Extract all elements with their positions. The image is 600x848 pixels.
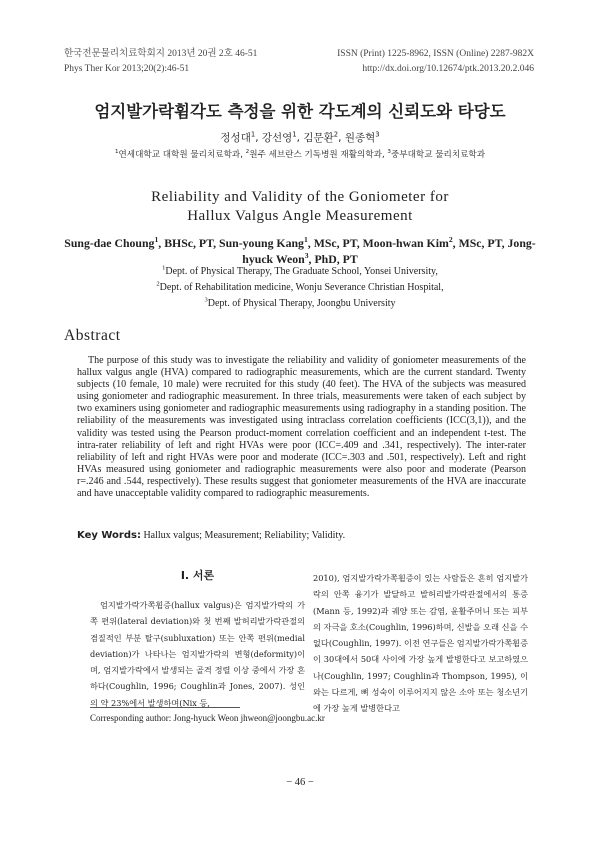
author-affiliation-mark: 1: [250, 130, 256, 139]
author-affiliation-mark: 1: [303, 235, 308, 245]
korean-author: 강선영: [261, 132, 293, 144]
corresponding-author-footnote: Corresponding author: Jong-hyuck Weon jhweon@joongbu.ac.kr: [90, 713, 325, 723]
korean-author: 원종혁: [344, 132, 376, 144]
journal-citation: Phys Ther Kor 2013;20(2):46-51: [64, 64, 190, 74]
author-affiliation-mark: 2: [448, 235, 453, 245]
affiliation-mark: 1: [162, 264, 166, 272]
korean-affiliation: 중부대학교 물리치료학과: [390, 150, 486, 160]
english-affiliation: Dept. of Rehabilitation medicine, Wonju Severance Christian Hospital,: [159, 282, 444, 293]
english-title-line: Reliability and Validity of the Goniometer for: [151, 189, 449, 205]
english-affiliation: Dept. of Physical Therapy, The Graduate School, Yonsei University,: [165, 266, 438, 277]
english-affiliation-1: [0, 266, 600, 277]
abstract-body: The purpose of this study was to investigate the reliability and validity of goniometer measurements of the hallux valgus angle (HVA) compared to radiographic measurements, which are the current standard. Twenty subjects (10 female, 10 male) were recruited for this study (40 feet). The HVA of the subjects was measured using goniometer and radiographic measurement. In three trials, measurements were taken of each subject by two examiners using goniometer and radiographic measurements using radiography in a standing position. The reliability of the measurements was investigated using intraclass correlation coefficients (ICC(3,1)), and the validity was tested using the Pearson product-moment correlation coefficient and an independent t-test. The intra-rater reliability of left and right HVAs were poor (ICC=.409 and .341, respectively). The inter-rater reliability of left and right HVAs were poor and moderate (ICC=.303 and .501, respectively). Left and right HVAs measured using goniometer and radiographic measurements were also poor and moderate (Pearson r=.246 and .544, respectively). These results suggest that goniometer measurements of the HVA are inaccurate and have unacceptable validity compared to radiographic measurements.: [77, 355, 526, 500]
author-degrees: MSc, PT: [313, 236, 357, 250]
english-title: [0, 188, 600, 226]
abstract-heading: Abstract: [64, 327, 121, 344]
korean-affiliation: 원주 세브란스 기독병원 재활의학과: [249, 150, 382, 160]
journal-name-korean: 한국전문물리치료학회지 2013년 20권 2호 46-51: [64, 49, 258, 59]
english-author: Sun-young Kang: [219, 236, 304, 250]
author-degrees: PhD, PT: [314, 252, 358, 266]
intro-left-column: 엄지발가락가쪽휨증(hallux valgus)은 엄지발가락의 가쪽 편위(lateral deviation)와 첫 번째 발허리발가락관절의 겸질적인 부분 탈구(subluxation) 또는 안쪽 편위(medial deviation)가 나타나는 엄지발가락의 변형(deformity)이며, 엄지발가락에서 발생되는 골격 정렬 이상 중에서 가장 흔하다(Coughlin, 1996; Coughlin과 Jones, 2007). 성인의 약 23%에서 발생하며(Nix 등,: [90, 600, 305, 708]
journal-header-right: [337, 47, 534, 77]
journal-header-left: [64, 47, 257, 77]
english-author: Sung-dae Choung: [64, 236, 155, 250]
intro-right-column: 2010), 엄지발가락가쪽휨증이 있는 사람들은 흔히 엄지발가락의 안쪽 융기가 발달하고 발허리발가락관절에서의 통증(Mann 등, 1992)과 궤양 또는 감염, 윤활주머니 또는 피부의 자극을 호소(Coughlin, 1996)하며, 신발을 오래 신을 수 없다(Coughlin, 1997). 이전 연구들은 엄지발가락가쪽휨증이 30대에서 50대 사이에 가장 높게 발병한다고 보고하였으나(Coughlin, 1997; Coughlin과 Thompson, 1995), 이와는 다르게, 뼈 성숙이 이루어지지 않은 소아 또는 청소년기에 가장 높게 발병한다고: [313, 573, 528, 714]
korean-author: 김문환: [303, 132, 334, 144]
keywords-text: Hallux valgus; Measurement; Reliability; Validity.: [143, 530, 346, 541]
affiliation-mark: 2: [156, 280, 160, 288]
korean-author-list: 정성대$^1$, 강선영$^1$, 김문환$^2$, 원종혁$^3$: [220, 130, 380, 144]
english-author: Moon-hwan Kim: [362, 236, 449, 250]
keywords: [77, 530, 345, 541]
korean-affiliations: $^1$연세대학교 대학원 물리치료학과, $^2$원주 세브란스 기독병원 재활의학과, $^3$중부대학교 물리치료학과: [114, 149, 486, 160]
korean-author: 정성대: [220, 132, 251, 144]
doi-link[interactable]: http://dx.doi.org/10.12674/ptk.2013.20.2.046: [362, 64, 534, 74]
affiliation-mark: 2: [245, 149, 250, 156]
author-affiliation-mark: 3: [375, 130, 380, 139]
footnote-divider: [90, 707, 240, 708]
author-affiliation-mark: 1: [292, 130, 297, 139]
affiliation-mark: 1: [114, 149, 119, 156]
section-heading-introduction: Ⅰ. 서론: [180, 569, 215, 582]
issn-line: ISSN (Print) 1225-8962, ISSN (Online) 2287-982X: [337, 49, 534, 59]
english-author-list: Sung-dae Choung$^1$, BHSc, PT, Sun-young Kang$^1$, MSc, PT, Moon-hwan Kim$^2$, MSc, PT, Jong-hyuck Weon$^3$, PhD, PT: [64, 235, 536, 266]
english-title-line: Hallux Valgus Angle Measurement: [187, 208, 413, 224]
english-affiliation-2: [0, 282, 600, 293]
author-degrees: BHSc, PT: [164, 236, 214, 250]
english-affiliation-3: [0, 298, 600, 309]
affiliation-mark: 3: [387, 149, 391, 156]
korean-title: 엄지발가락휨각도 측정을 위한 각도계의 신뢰도와 타당도: [94, 102, 506, 121]
affiliation-mark: 3: [204, 296, 208, 304]
keywords-label: Key Words:: [77, 530, 141, 541]
author-affiliation-mark: 1: [154, 235, 159, 245]
english-affiliation: Dept. of Physical Therapy, Joongbu University: [207, 298, 396, 309]
english-author: Jong-hyuck Weon: [242, 236, 536, 266]
author-affiliation-mark: 3: [304, 251, 309, 261]
page-number: − 46 −: [286, 777, 314, 788]
author-degrees: MSc, PT: [458, 236, 502, 250]
author-affiliation-mark: 2: [333, 130, 339, 139]
korean-affiliation: 연세대학교 대학원 물리치료학과: [118, 150, 241, 160]
